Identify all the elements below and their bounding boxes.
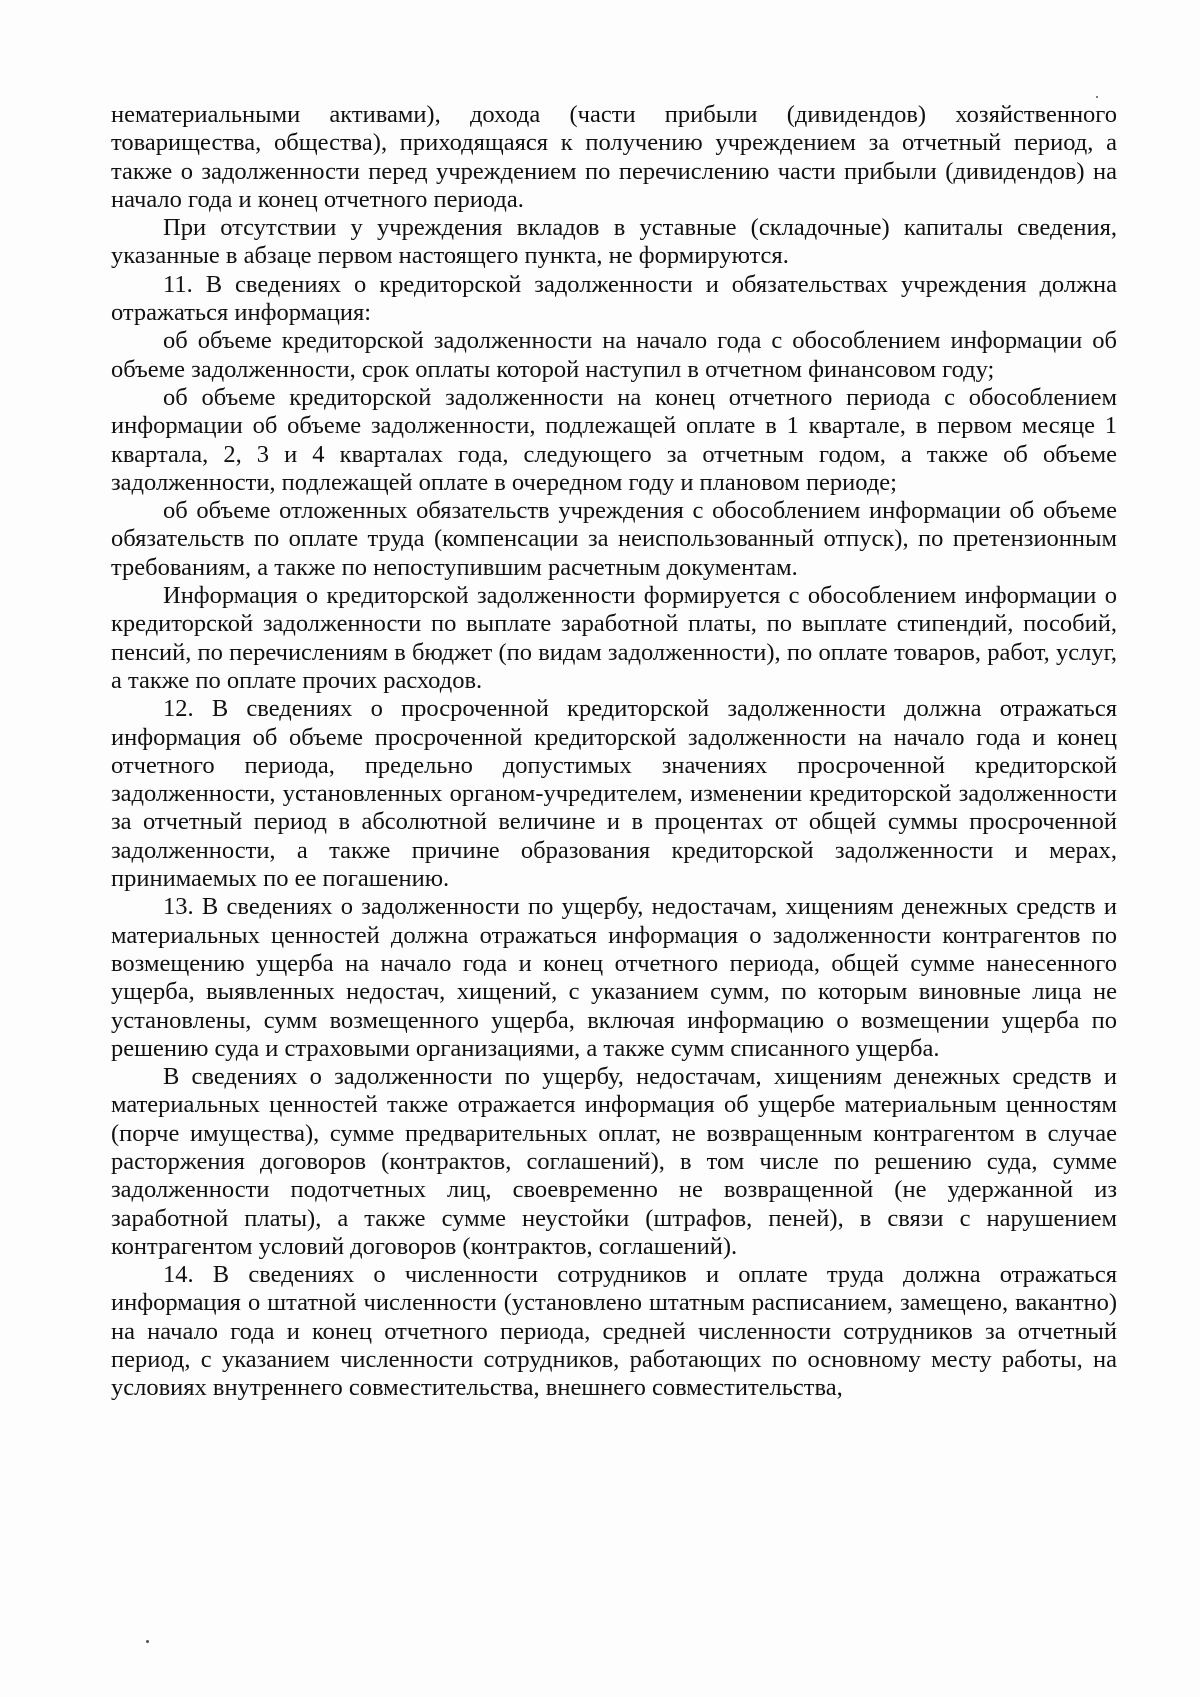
paragraph-absence-of-contributions: При отсутствии у учреждения вкладов в уставные (складочные) капиталы сведения, указанные в абзаце первом настоящего пункта, не формируются. bbox=[111, 214, 1117, 270]
paragraph-item-11-deferred-obligations: об объеме отложенных обязательств учреждения с обособлением информации об объеме обязательств по оплате труда (компенсации за неиспользованный отпуск), по претензионным требованиям, а также по непоступившим расчетным документам. bbox=[111, 497, 1117, 581]
paragraph-item-11-information: Информация о кредиторской задолженности формируется с обособлением информации о кредиторской задолженности по выплате заработной платы, по выплате стипендий, пособий, пенсий, по перечислениям в бюджет (по видам задолженности), по оплате товаров, работ, услуг, а также по оплате прочих расходов. bbox=[111, 582, 1117, 694]
scan-speck bbox=[146, 1640, 149, 1643]
scan-speck bbox=[1096, 96, 1098, 98]
paragraph-item-11: 11. В сведениях о кредиторской задолженности и обязательствах учреждения должна отражаться информация: bbox=[111, 270, 1117, 327]
paragraph-item-11-end-of-period: об объеме кредиторской задолженности на конец отчетного периода с обособлением информации об объеме задолженности, подлежащей оплате в 1 квартале, в первом месяце 1 квартала, 2, 3 и 4 кварталах года, следующего за отчетным годом, а также об объеме задолженности, подлежащей оплате в очередном году и плановом периоде; bbox=[111, 383, 1117, 496]
paragraph-item-11-start-of-year: об объеме кредиторской задолженности на начало года с обособлением информации об объеме задолженности, срок оплаты которой наступил в отчетном финансовом году; bbox=[111, 327, 1117, 383]
paragraph-item-12: 12. В сведениях о просроченной кредиторской задолженности должна отражаться информация об объеме просроченной кредиторской задолженности на начало года и конец отчетного периода, предельно допустимых значениях просроченной кредиторской задолженности, установленных органом-учредителем, изменении кредиторской задолженности за отчетный период в абсолютной величине и в процентах от общей суммы просроченной задолженности, а также причине образования кредиторской задолженности и мерах, принимаемых по ее погашению. bbox=[111, 695, 1117, 893]
paragraph-item-14: 14. В сведениях о численности сотрудников и оплате труда должна отражаться информация о штатной численности (установлено штатным расписанием, замещено, вакантно) на начало года и конец отчетного периода, средней численности сотрудников за отчетный период, с указанием численности сотрудников, работающих по основному месту работы, на условиях внутреннего совместительства, внешнего совместительства, bbox=[111, 1261, 1117, 1402]
paragraph-item-13-additional: В сведениях о задолженности по ущербу, недостачам, хищениям денежных средств и материальных ценностей также отражается информация об ущербе материальным ценностям (порче имущества), сумме предварительных оплат, не возвращенным контрагентом в случае расторжения договоров (контрактов, соглашений), в том числе по решению суда, сумме задолженности подотчетных лиц, своевременно не возвращенной (не удержанной из заработной платы), а также сумме неустойки (штрафов, пеней), в связи с нарушением контрагентом условий договоров (контрактов, соглашений). bbox=[111, 1063, 1117, 1260]
paragraph-item-13: 13. В сведениях о задолженности по ущербу, недостачам, хищениям денежных средств и материальных ценностей должна отражаться информация о задолженности контрагентов по возмещению ущерба на начало года и конец отчетного периода, общей сумме нанесенного ущерба, выявленных недостач, хищений, с указанием сумм, по которым виновные лица не установлены, сумм возмещенного ущерба, включая информацию о возмещении ущерба по решению суда и страховыми организациями, а также сумм списанного ущерба. bbox=[111, 893, 1117, 1062]
document-body bbox=[111, 101, 1117, 1403]
paragraph-continuation: нематериальными активами), дохода (части прибыли (дивидендов) хозяйственного товарищества, общества), приходящаяся к получению учреждением за отчетный период, а также о задолженности перед учреждением по перечислению части прибыли (дивидендов) на начало года и конец отчетного периода. bbox=[111, 101, 1117, 213]
